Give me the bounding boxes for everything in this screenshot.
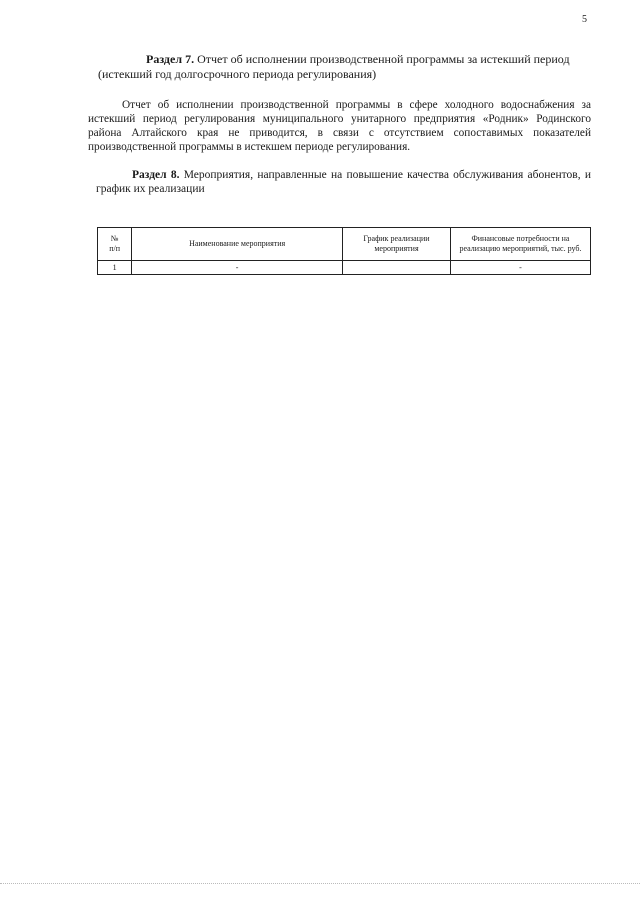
page-bottom-divider bbox=[0, 883, 640, 884]
cell-finance: - bbox=[450, 261, 590, 275]
measures-table bbox=[97, 227, 591, 275]
section-8-heading bbox=[96, 168, 591, 196]
section-8-label: Раздел 8. bbox=[132, 169, 180, 181]
section-8-title: Мероприятия, направленные на повышение качества обслуживания абонентов, и график их реализации bbox=[96, 169, 592, 195]
table-row bbox=[98, 261, 591, 275]
section-7-heading bbox=[98, 52, 592, 82]
page-number: 5 bbox=[582, 14, 587, 25]
header-number bbox=[98, 228, 132, 261]
section-7-label: Раздел 7. bbox=[146, 52, 195, 66]
header-number-line2: п/п bbox=[109, 244, 120, 253]
section-7-body: Отчет об исполнении производственной программы в сфере холодного водоснабжения за истекший период регулирования муниципального унитарного предприятия «Родник» Родинского района Алтайского края не приводится, в связи с отсутствием сопоставимых показателей производственной программы в истекшем периоде регулирования. bbox=[88, 99, 591, 153]
section-7-title: Отчет об исполнении производственной программы за истекший период (истекший год долгосрочного периода регулирования) bbox=[98, 52, 570, 81]
header-name: Наименование мероприятия bbox=[132, 228, 343, 261]
header-schedule: График реализации мероприятия bbox=[343, 228, 451, 261]
table-header-row bbox=[98, 228, 591, 261]
cell-schedule bbox=[343, 261, 451, 275]
cell-number: 1 bbox=[98, 261, 132, 275]
header-number-line1: № bbox=[110, 234, 119, 243]
cell-name: - bbox=[132, 261, 343, 275]
header-finance: Финансовые потребности на реализацию мероприятий, тыс. руб. bbox=[450, 228, 590, 261]
